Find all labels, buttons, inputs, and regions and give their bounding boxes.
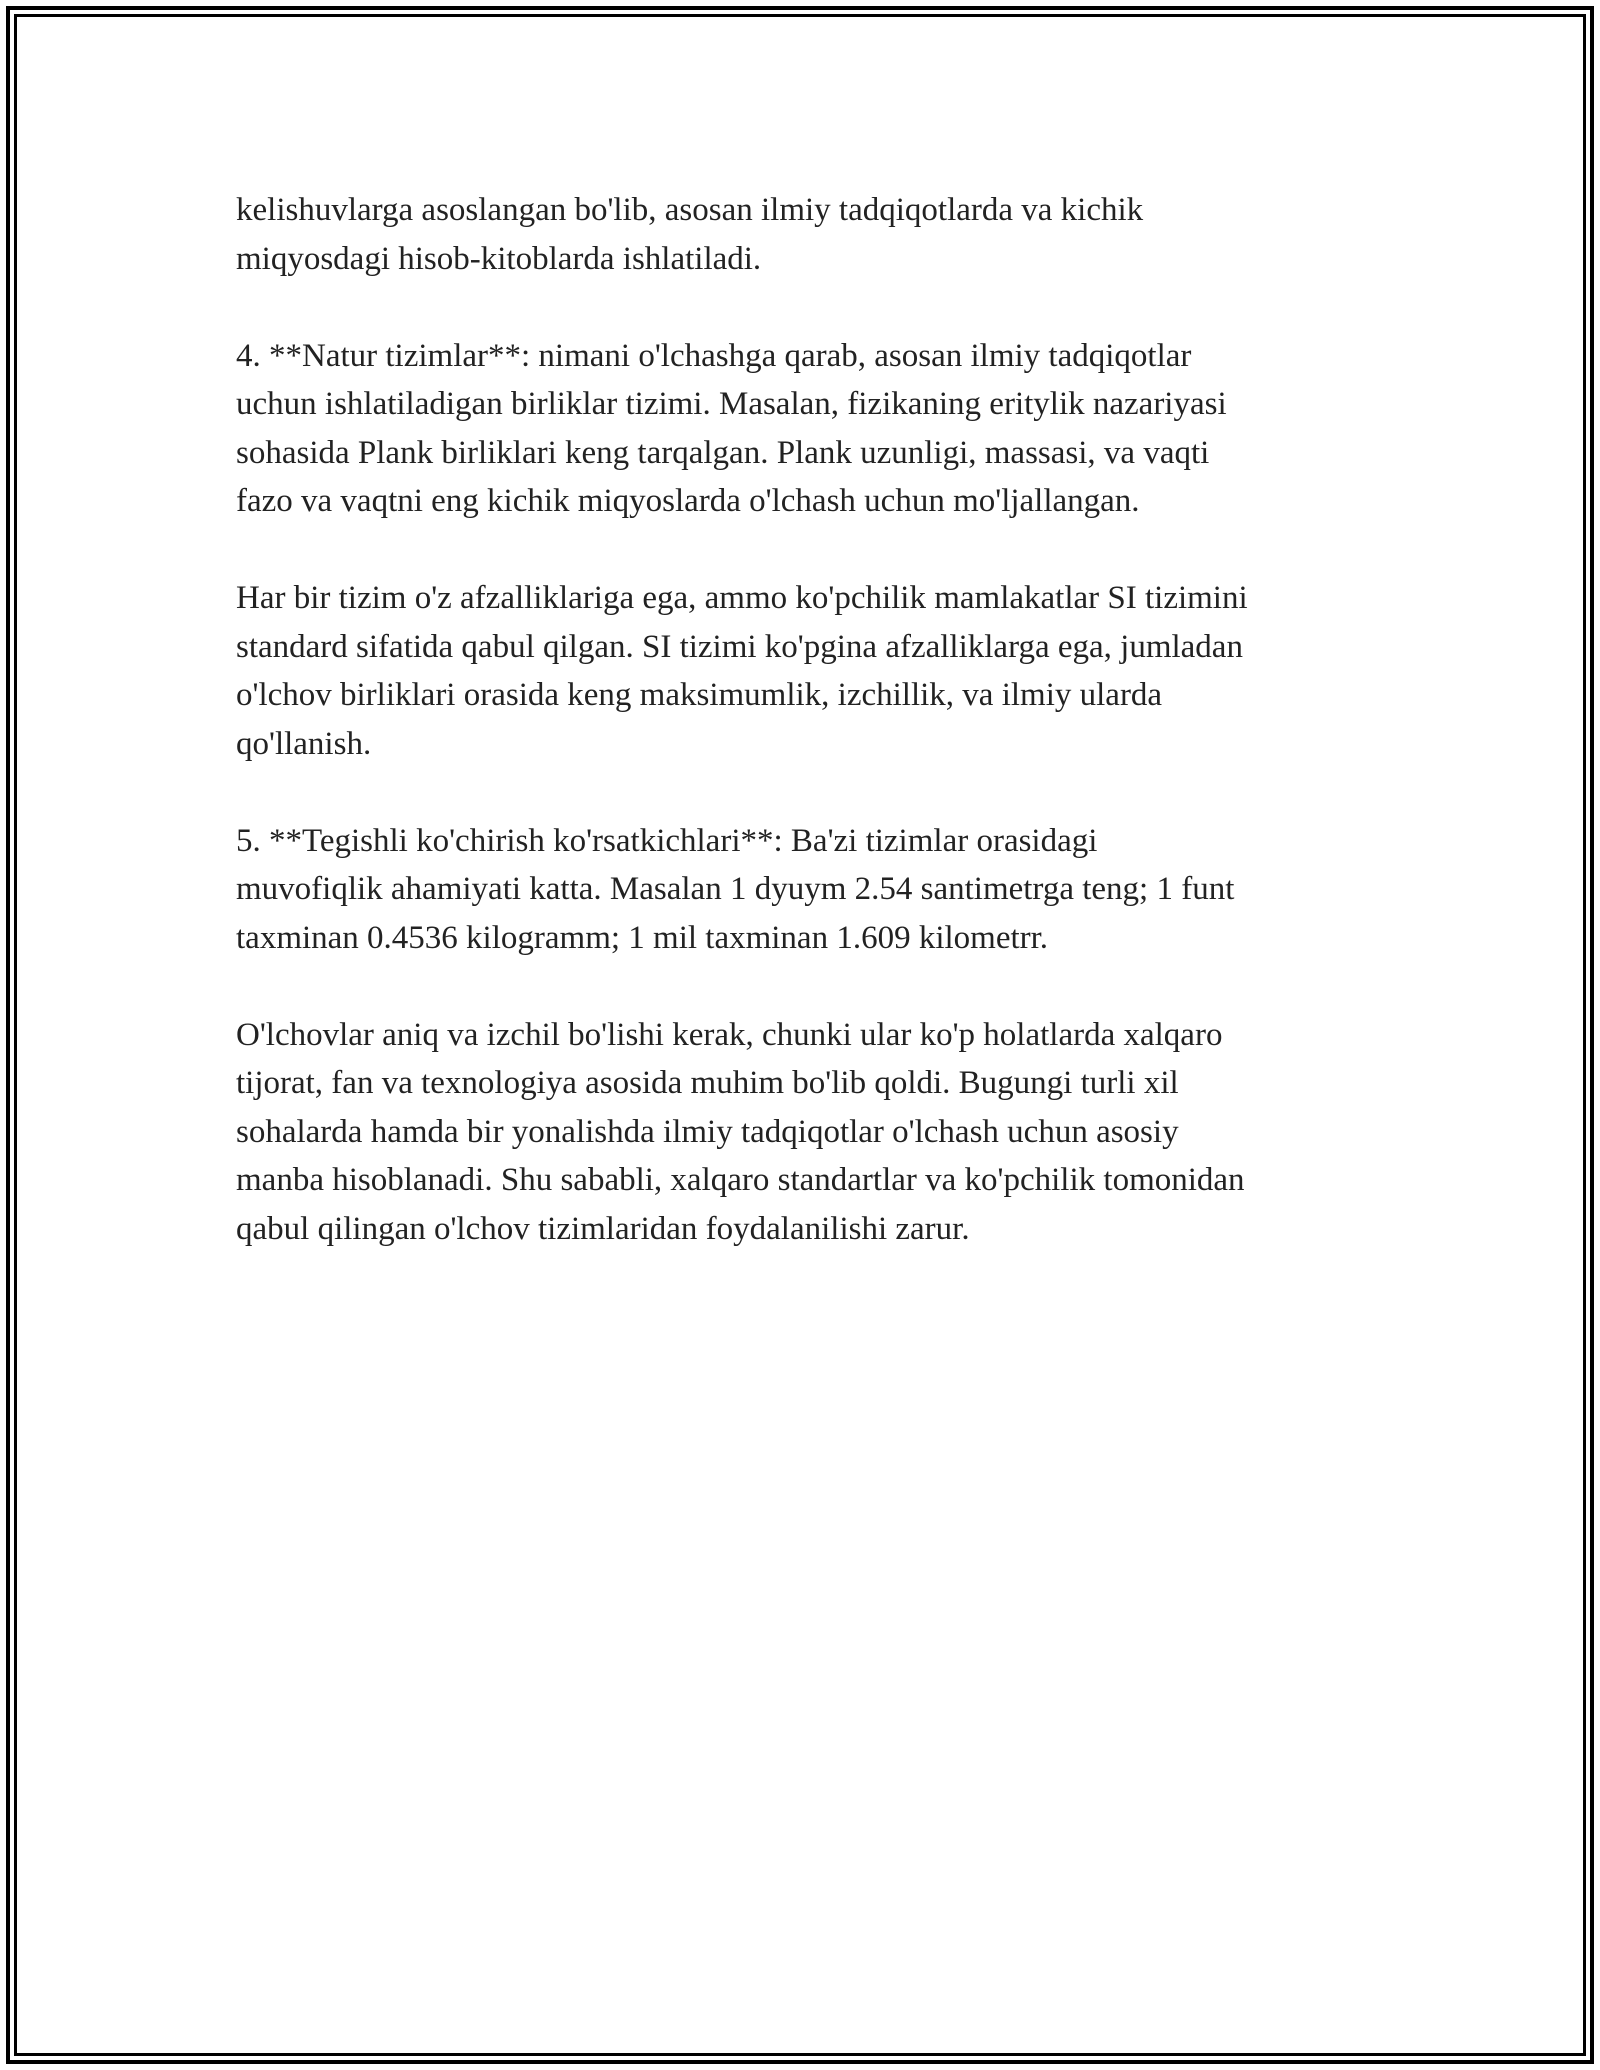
paragraph-si-advantages — [236, 574, 1386, 768]
text-line: manba hisoblanadi. Shu sababli, xalqaro standartlar va ko'pchilik tomonidan — [236, 1162, 1245, 1198]
text-line: O'lchovlar aniq va izchil bo'lishi kerak, chunki ular ko'p holatlarda xalqaro — [236, 1016, 1223, 1053]
paragraph-item-5 — [236, 817, 1386, 963]
text-line: sohasida Plank birliklari keng tarqalgan. Plank uzunligi, massasi, va vaqti — [236, 434, 1210, 471]
text-line: miqyosdagi hisob-kitoblarda ishlatiladi. — [236, 240, 762, 277]
text-line: muvofiqlik ahamiyati katta. Masalan 1 dyuym 2.54 santimetrga teng; 1 funt — [236, 871, 1235, 907]
paragraph-item-4 — [236, 332, 1386, 526]
text-line: 5. **Tegishli ko'chirish ko'rsatkichlari**: Ba'zi tizimlar orasidagi — [236, 822, 1098, 859]
text-line: standard sifatida qabul qilgan. SI tizimi ko'pgina afzalliklarga ega, jumladan — [236, 628, 1243, 665]
text-line: qo'llanish. — [236, 725, 372, 762]
text-line: qabul qilingan o'lchov tizimlaridan foydalanilishi zarur. — [236, 1210, 970, 1247]
paragraph-continuation — [236, 186, 1386, 283]
text-line: sohalarda hamda bir yonalishda ilmiy tadqiqotlar o'lchash uchun asosiy — [236, 1113, 1179, 1150]
text-line: Har bir tizim o'z afzalliklariga ega, ammo ko'pchilik mamlakatlar SI tizimini — [236, 580, 1248, 616]
text-line: fazo va vaqtni eng kichik miqyoslarda o'lchash uchun mo'ljallangan. — [236, 483, 1140, 519]
text-line: 4. **Natur tizimlar**: nimani o'lchashga qarab, asosan ilmiy tadqiqotlar — [236, 337, 1192, 374]
text-line: tijorat, fan va texnologiya asosida muhim bo'lib qoldi. Bugungi turli xil — [236, 1065, 1179, 1101]
document-body — [236, 186, 1386, 1302]
text-line: o'lchov birliklari orasida keng maksimumlik, izchillik, va ilmiy ularda — [236, 677, 1163, 713]
text-line: uchun ishlatiladigan birliklar tizimi. Masalan, fizikaning eritylik nazariyasi — [236, 386, 1227, 422]
text-line: kelishuvlarga asoslangan bo'lib, asosan ilmiy tadqiqotlarda va kichik — [236, 192, 1144, 228]
text-line: taxminan 0.4536 kilogramm; 1 mil taxminan 1.609 kilometrr. — [236, 919, 1049, 956]
paragraph-conclusion — [236, 1011, 1386, 1254]
